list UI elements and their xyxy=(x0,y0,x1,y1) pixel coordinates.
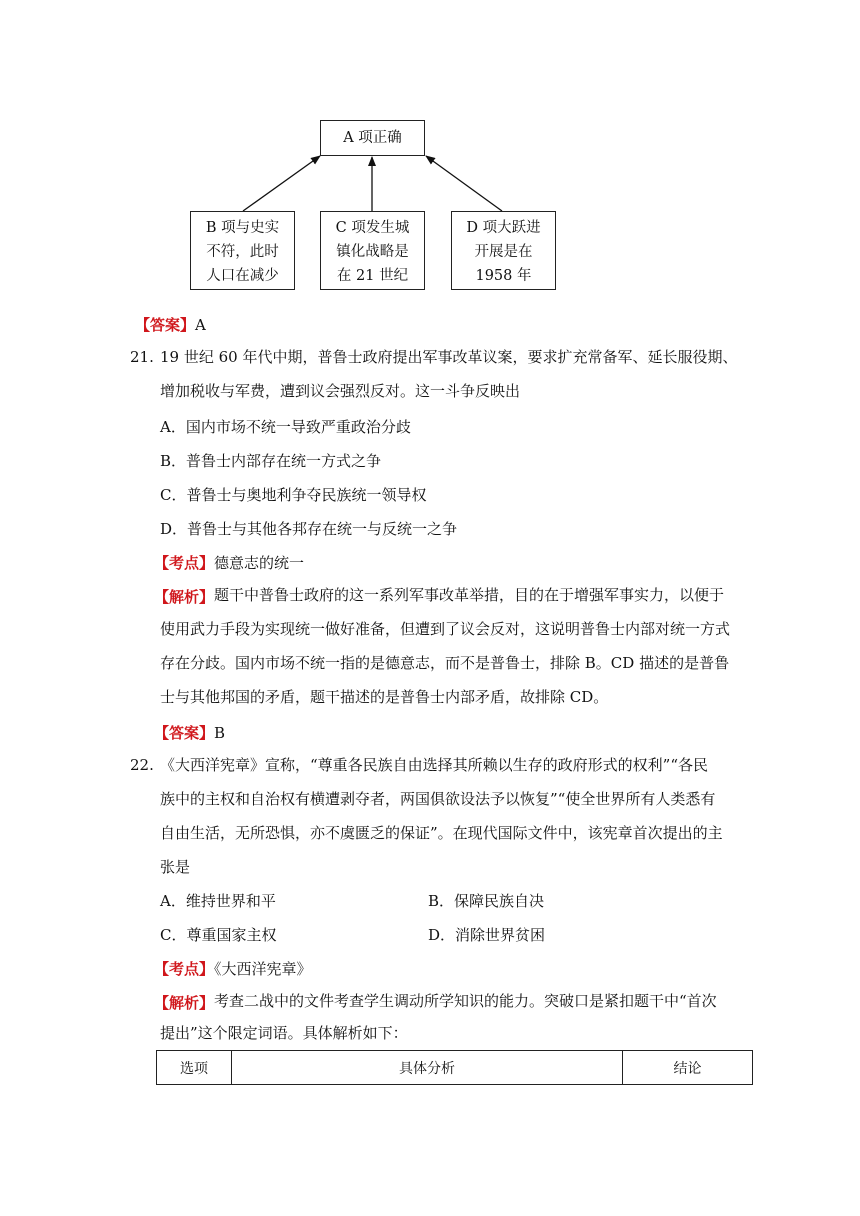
answer-line-1 xyxy=(135,314,206,335)
option-b: B．普鲁士内部存在统一方式之争 xyxy=(160,452,382,470)
diagram-box-a xyxy=(320,120,425,156)
question-number-22: 22. xyxy=(130,756,154,774)
box-c-line: 镇化战略是 xyxy=(336,244,409,260)
box-b-line: 不符，此时 xyxy=(206,244,279,260)
box-b-line: B 项与史实 xyxy=(205,220,280,236)
answer-value: B xyxy=(214,724,226,742)
diagram-box-d xyxy=(451,211,556,290)
analysis-line: 存在分歧。国内市场不统一指的是德意志，而不是普鲁士，排除 B。CD 描述的是普鲁 xyxy=(160,654,730,672)
option-c: C．普鲁士与奥地利争夺民族统一领导权 xyxy=(160,486,427,504)
analysis-22 xyxy=(214,984,734,1018)
analysis-line: 提出”这个限定词语。具体解析如下： xyxy=(160,1024,408,1042)
option-d: D．普鲁士与其他各邦存在统一与反统一之争 xyxy=(160,520,458,538)
box-d-line: 开展是在 xyxy=(474,244,533,260)
option-c: C．尊重国家主权 xyxy=(160,926,277,944)
question-number-21: 21. xyxy=(130,348,154,366)
analysis-line: 士与其他邦国的矛盾，题干描述的是普鲁士内部矛盾，故排除 CD。 xyxy=(160,688,609,706)
question-22-stem xyxy=(160,748,734,884)
analysis-21-cont xyxy=(160,612,734,714)
point-line-22 xyxy=(154,958,312,979)
table-header-row xyxy=(157,1051,753,1085)
stem-line: 增加税收与军费，遭到议会强烈反对。这一斗争反映出 xyxy=(160,382,521,400)
box-d-line: D 项大跃进 xyxy=(466,220,541,236)
point-line-21 xyxy=(154,552,304,573)
table-header-analysis: 具体分析 xyxy=(232,1051,623,1085)
diagram-box-b xyxy=(190,211,295,290)
analysis-tag-21: 【解析】 xyxy=(154,588,215,606)
diagram-box-c xyxy=(320,211,425,290)
box-c-line: 在 21 世纪 xyxy=(336,268,409,284)
point-text: 《大西洋宪章》 xyxy=(214,960,312,978)
box-b-line: 人口在减少 xyxy=(206,268,279,284)
question-21-stem xyxy=(160,340,738,408)
answer-tag: 【答案】 xyxy=(154,724,215,742)
option-b: B．保障民族自决 xyxy=(428,892,545,910)
box-a-text: A 项正确 xyxy=(343,130,402,146)
answer-tag: 【答案】 xyxy=(135,316,196,334)
analysis-22-cont xyxy=(160,1016,734,1050)
analysis-21 xyxy=(214,578,734,612)
box-d-line: 1958 年 xyxy=(475,268,532,284)
answer-line-21 xyxy=(154,722,225,743)
point-tag: 【考点】 xyxy=(154,960,215,978)
point-tag: 【考点】 xyxy=(154,554,215,572)
arrow-d-to-a xyxy=(426,156,502,211)
diagram-arrows xyxy=(0,0,860,300)
analysis-line: 使用武力手段为实现统一做好准备，但遭到了议会反对，这说明普鲁士内部对统一方式 xyxy=(160,620,731,638)
stem-line: 《大西洋宪章》宣称，“尊重各民族自由选择其所赖以生存的政府形式的权利”“各民 xyxy=(160,756,709,774)
option-a: A．国内市场不统一导致严重政治分歧 xyxy=(160,418,411,436)
analysis-table xyxy=(156,1050,753,1085)
stem-line: 族中的主权和自治权有横遭剥夺者，两国俱欲设法予以恢复”“使全世界所有人类悉有 xyxy=(160,790,716,808)
option-d: D．消除世界贫困 xyxy=(428,926,546,944)
stem-line: 张是 xyxy=(160,858,191,876)
table-header-conclusion: 结论 xyxy=(623,1051,753,1085)
point-text: 德意志的统一 xyxy=(214,554,305,572)
stem-line: 19 世纪 60 年代中期，普鲁士政府提出军事改革议案，要求扩充常备军、延长服役期、 xyxy=(160,348,738,366)
answer-value: A xyxy=(195,316,206,334)
arrow-b-to-a xyxy=(243,156,320,211)
analysis-line: 考查二战中的文件考查学生调动所学知识的能力。突破口是紧扣题干中“首次 xyxy=(214,992,717,1010)
table-header-option: 选项 xyxy=(157,1051,232,1085)
analysis-line: 题干中普鲁士政府的这一系列军事改革举措，目的在于增强军事实力，以便于 xyxy=(214,586,725,604)
analysis-tag-22: 【解析】 xyxy=(154,994,215,1012)
stem-line: 自由生活，无所恐惧，亦不虞匮乏的保证”。在现代国际文件中，该宪章首次提出的主 xyxy=(160,824,723,842)
option-a: A．维持世界和平 xyxy=(160,892,276,910)
box-c-line: C 项发生城 xyxy=(335,220,410,236)
